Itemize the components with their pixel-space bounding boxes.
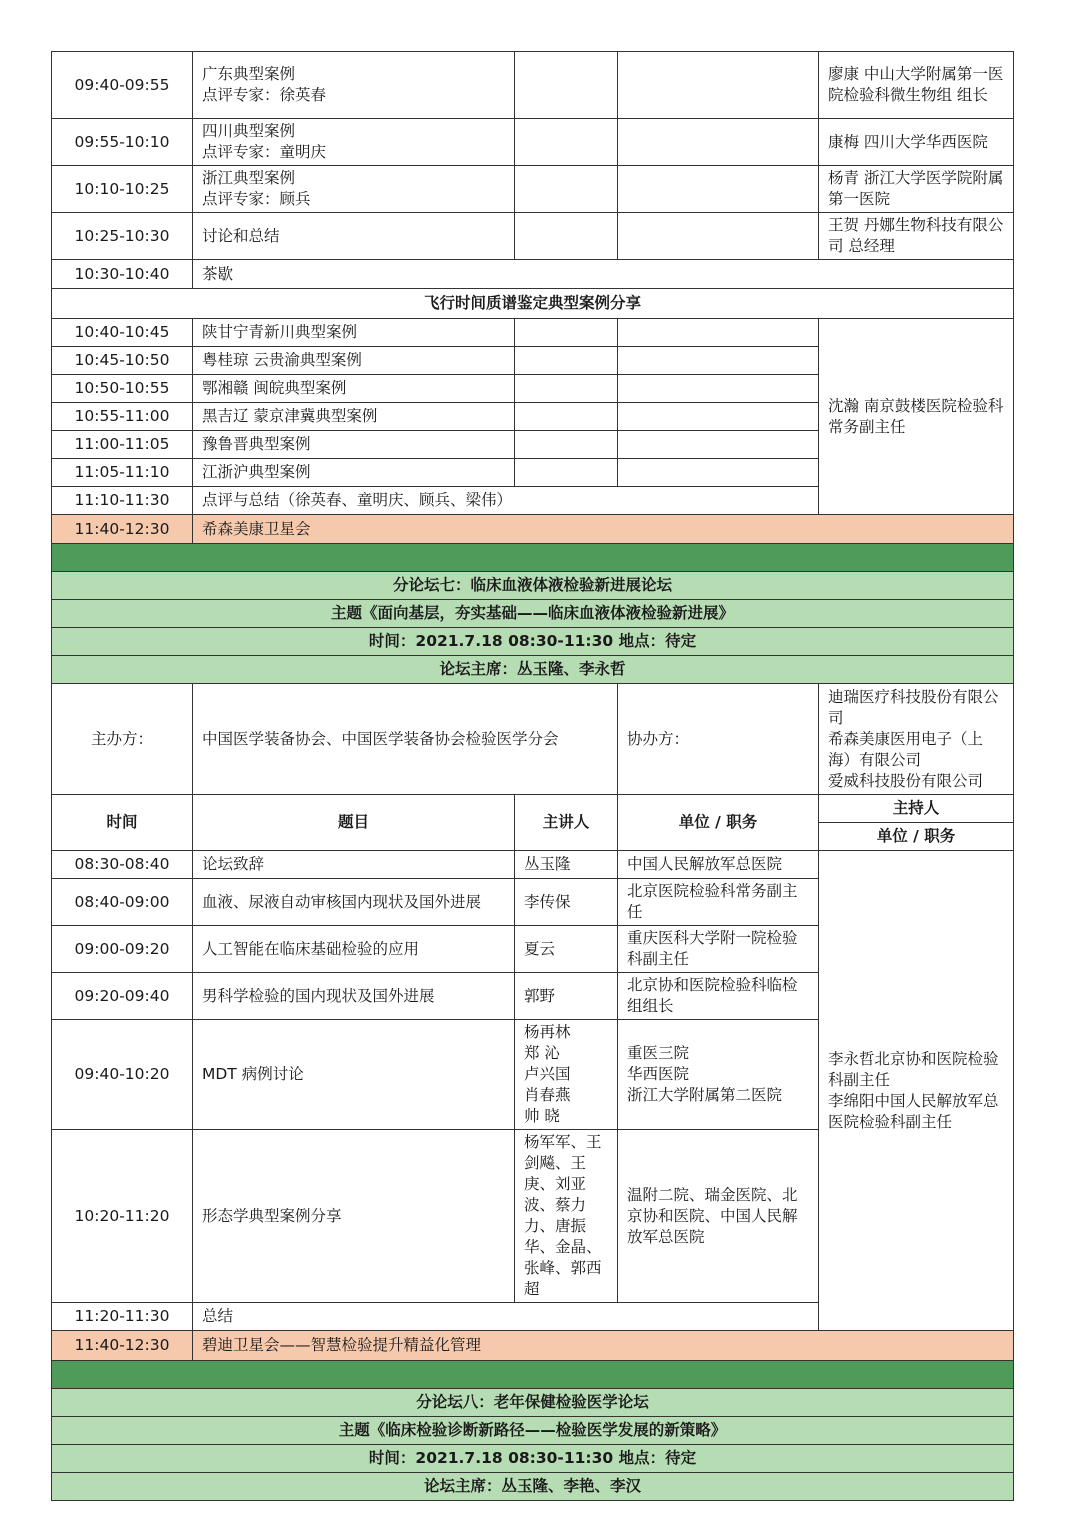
break-row: [52, 260, 1014, 289]
header-unit: 单位 / 职务: [618, 795, 819, 851]
speaker-cell: [515, 213, 618, 260]
unit-cell: [618, 459, 819, 487]
topic-cell: 讨论和总结: [193, 213, 515, 260]
speaker-cell: [515, 52, 618, 119]
speaker-cell: 李传保: [515, 879, 618, 926]
topic-title: 四川典型案例: [202, 122, 296, 140]
time-cell: 11:00-11:05: [52, 431, 193, 459]
topic-cell: 形态学典型案例分享: [193, 1130, 515, 1303]
topic-reviewer: 点评专家：童明庆: [202, 143, 327, 161]
unit-name: 华西医院: [627, 1065, 690, 1083]
topic-cell: 粤桂琼 云贵渝典型案例: [193, 347, 515, 375]
speaker-cell: 丛玉隆: [515, 851, 618, 879]
time-cell: 11:40-12:30: [52, 515, 193, 544]
forum-chairs: 论坛主席：丛玉隆、李艳、李汉: [52, 1473, 1014, 1501]
forum-title-row: [52, 572, 1014, 600]
satellite-label: 希森美康卫星会: [193, 515, 1014, 544]
speaker-cell: 郭野: [515, 973, 618, 1020]
host-cell: 王贺 丹娜生物科技有限公司 总经理: [819, 213, 1014, 260]
header-host: 主持人: [819, 795, 1014, 823]
time-cell: 10:55-11:00: [52, 403, 193, 431]
session-row: [52, 319, 1014, 347]
topic-cell: 鄂湘赣 闽皖典型案例: [193, 375, 515, 403]
header-host-unit: 单位 / 职务: [819, 823, 1014, 851]
time-cell: 10:30-10:40: [52, 260, 193, 289]
forum-time-row: [52, 1445, 1014, 1473]
topic-reviewer: 点评专家：徐英春: [202, 86, 327, 104]
speaker-cell: [515, 375, 618, 403]
schedule-table: [51, 51, 1014, 1501]
unit-cell: [618, 52, 819, 119]
unit-cell: [618, 119, 819, 166]
co-organizer-item: 迪瑞医疗科技股份有限公司: [828, 687, 999, 727]
co-organizer-value: [819, 684, 1014, 795]
session-row: [52, 52, 1014, 119]
unit-cell: [618, 375, 819, 403]
co-organizer-item: 爱威科技股份有限公司: [828, 771, 984, 790]
organizer-value: 中国医学装备协会、中国医学装备协会检验医学分会: [193, 684, 618, 795]
forum-theme-row: [52, 1417, 1014, 1445]
topic-title: 浙江典型案例: [202, 169, 296, 187]
section-title-row: [52, 289, 1014, 319]
topic-cell: 豫鲁晋典型案例: [193, 431, 515, 459]
session-row: [52, 119, 1014, 166]
topic-title: 广东典型案例: [202, 65, 296, 83]
unit-cell: [618, 403, 819, 431]
speaker-cell: [515, 347, 618, 375]
topic-reviewer: 点评专家：顾兵: [202, 190, 311, 208]
divider-band: [52, 544, 1014, 572]
host-item: 李绵阳中国人民解放军总医院检验科副主任: [828, 1091, 999, 1131]
speaker-cell: 夏云: [515, 926, 618, 973]
forum-title: 分论坛七：临床血液体液检验新进展论坛: [52, 572, 1014, 600]
topic-cell: [193, 166, 515, 213]
speaker-name: 帅 晓: [524, 1107, 560, 1125]
time-cell: 10:10-10:25: [52, 166, 193, 213]
topic-cell: 黑吉辽 蒙京津冀典型案例: [193, 403, 515, 431]
forum-chairs-row: [52, 656, 1014, 684]
speaker-cell: [515, 459, 618, 487]
session-row: [52, 851, 1014, 879]
session-row: [52, 166, 1014, 213]
forum-chairs-row: [52, 1473, 1014, 1501]
header-topic: 题目: [193, 795, 515, 851]
co-organizer-item: 希森美康医用电子（上海）有限公司: [828, 729, 984, 769]
unit-cell: 重庆医科大学附一院检验科副主任: [618, 926, 819, 973]
header-speaker: 主讲人: [515, 795, 618, 851]
time-cell: 09:55-10:10: [52, 119, 193, 166]
host-cell: 廖康 中山大学附属第一医院检验科微生物组 组长: [819, 52, 1014, 119]
organizer-row: [52, 684, 1014, 795]
speaker-cell: [515, 119, 618, 166]
divider-band-cell: [52, 1361, 1014, 1389]
time-cell: 08:40-09:00: [52, 879, 193, 926]
time-cell: 11:20-11:30: [52, 1303, 193, 1331]
forum-theme: 主题《临床检验诊断新路径——检验医学发展的新策略》: [52, 1417, 1014, 1445]
organizer-label: 主办方：: [52, 684, 193, 795]
time-cell: 11:05-11:10: [52, 459, 193, 487]
forum-time-row: [52, 628, 1014, 656]
header-row: [52, 795, 1014, 823]
topic-cell: 男科学检验的国内现状及国外进展: [193, 973, 515, 1020]
speaker-name: 卢兴国: [524, 1065, 571, 1083]
session-row: [52, 213, 1014, 260]
topic-cell: 总结: [193, 1303, 819, 1331]
section-title: 飞行时间质谱鉴定典型案例分享: [52, 289, 1014, 319]
host-cell: [819, 851, 1014, 1331]
time-cell: 10:50-10:55: [52, 375, 193, 403]
satellite-row: [52, 515, 1014, 544]
unit-cell: [618, 319, 819, 347]
time-cell: 10:20-11:20: [52, 1130, 193, 1303]
unit-cell: [618, 213, 819, 260]
forum-chairs: 论坛主席：丛玉隆、李永哲: [52, 656, 1014, 684]
unit-cell: 北京医院检验科常务副主任: [618, 879, 819, 926]
topic-cell: 江浙沪典型案例: [193, 459, 515, 487]
topic-cell: 血液、尿液自动审核国内现状及国外进展: [193, 879, 515, 926]
host-cell: 康梅 四川大学华西医院: [819, 119, 1014, 166]
header-time: 时间: [52, 795, 193, 851]
co-organizer-label: 协办方：: [618, 684, 819, 795]
forum-title-row: [52, 1389, 1014, 1417]
forum-theme: 主题《面向基层，夯实基础——临床血液体液检验新进展》: [52, 600, 1014, 628]
topic-cell: 点评与总结（徐英春、童明庆、顾兵、梁伟）: [193, 487, 819, 515]
unit-name: 浙江大学附属第二医院: [627, 1086, 783, 1104]
speaker-cell: 杨军军、王剑飚、王庚、刘亚波、蔡力力、唐振华、金晶、张峰、郭西超: [515, 1130, 618, 1303]
unit-cell: 温附二院、瑞金医院、北京协和医院、中国人民解放军总医院: [618, 1130, 819, 1303]
time-cell: 09:00-09:20: [52, 926, 193, 973]
time-cell: 11:40-12:30: [52, 1331, 193, 1361]
forum-time: 时间：2021.7.18 08:30-11:30 地点：待定: [52, 628, 1014, 656]
unit-cell: [618, 1020, 819, 1130]
time-cell: 10:45-10:50: [52, 347, 193, 375]
topic-cell: [193, 52, 515, 119]
speaker-name: 杨再林: [524, 1023, 571, 1041]
time-cell: 09:40-10:20: [52, 1020, 193, 1130]
unit-cell: [618, 166, 819, 213]
speaker-cell: [515, 319, 618, 347]
divider-band-cell: [52, 544, 1014, 572]
speaker-cell: [515, 403, 618, 431]
topic-cell: 人工智能在临床基础检验的应用: [193, 926, 515, 973]
unit-name: 重医三院: [627, 1044, 690, 1062]
speaker-cell: [515, 1020, 618, 1130]
unit-cell: [618, 431, 819, 459]
unit-cell: 北京协和医院检验科临检组组长: [618, 973, 819, 1020]
unit-cell: 中国人民解放军总医院: [618, 851, 819, 879]
time-cell: 11:10-11:30: [52, 487, 193, 515]
forum-title: 分论坛八：老年保健检验医学论坛: [52, 1389, 1014, 1417]
divider-band: [52, 1361, 1014, 1389]
host-cell: 杨青 浙江大学医学院附属第一医院: [819, 166, 1014, 213]
time-cell: 10:40-10:45: [52, 319, 193, 347]
time-cell: 09:20-09:40: [52, 973, 193, 1020]
satellite-label: 碧迪卫星会——智慧检验提升精益化管理: [193, 1331, 1014, 1361]
time-cell: 10:25-10:30: [52, 213, 193, 260]
break-label: 茶歇: [193, 260, 1014, 289]
unit-cell: [618, 347, 819, 375]
satellite-row: [52, 1331, 1014, 1361]
topic-cell: 论坛致辞: [193, 851, 515, 879]
time-cell: 09:40-09:55: [52, 52, 193, 119]
speaker-cell: [515, 166, 618, 213]
speaker-cell: [515, 431, 618, 459]
time-cell: 08:30-08:40: [52, 851, 193, 879]
host-item: 李永哲北京协和医院检验科副主任: [828, 1049, 999, 1089]
topic-cell: MDT 病例讨论: [193, 1020, 515, 1130]
speaker-name: 肖春燕: [524, 1086, 571, 1104]
forum-theme-row: [52, 600, 1014, 628]
topic-cell: 陕甘宁青新川典型案例: [193, 319, 515, 347]
forum-time: 时间：2021.7.18 08:30-11:30 地点：待定: [52, 1445, 1014, 1473]
speaker-name: 郑 沁: [524, 1044, 560, 1062]
topic-cell: [193, 119, 515, 166]
host-cell: 沈瀚 南京鼓楼医院检验科 常务副主任: [819, 319, 1014, 515]
